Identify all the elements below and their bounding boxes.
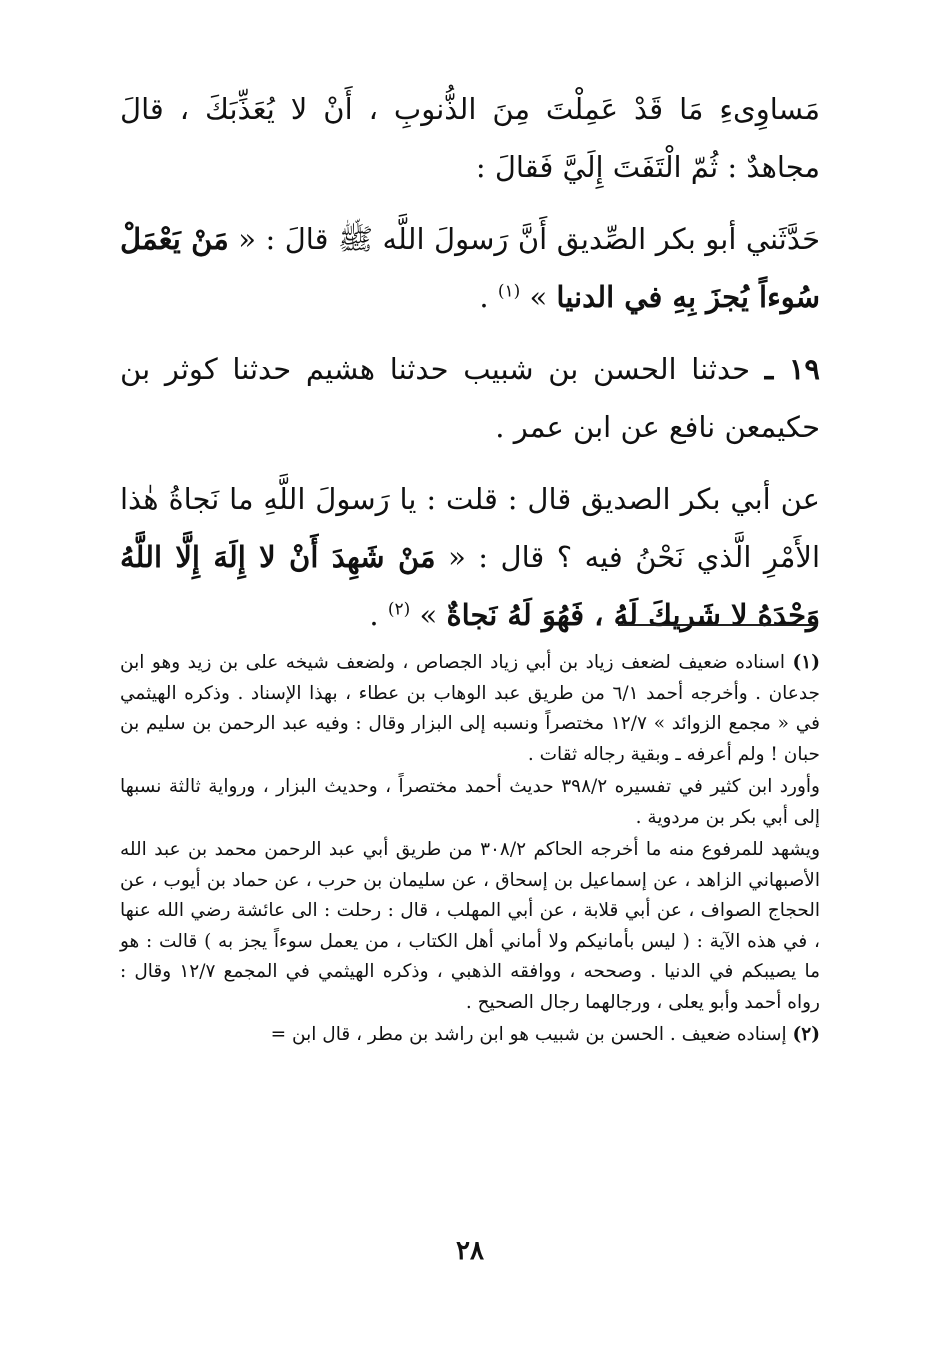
footnote-text: إسناده ضعيف . الحسن بن شبيب هو ابن راشد بن مطر ، قال ابن =	[270, 1024, 787, 1045]
main-text	[120, 80, 820, 658]
footnote-marker: (٢)	[792, 1024, 820, 1045]
footnote-text: اسناده ضعيف لضعف زياد بن أبي زياد الجصاص ، ولضعف شيخه على بن زيد وهو ابن جدعان . وأخرجه أحمد ٦/١ من طريق عبد الوهاب بن عطاء ، بهذا الإسناد . وذكره الهيثمي في « مجمع الزوائد » ١٢/٧ مختصراً ونسبه إلى البزار وقال : وفيه عبد الرحمن بن سليم بن حبان ! ولم أعرفه ـ وبقية رجاله ثقات .	[120, 652, 820, 765]
hadith-quote: مَنْ يَعْمَلْ سُوءاً يُجزَ بِهِ في الدنيا	[120, 222, 820, 314]
footnote-text: وأورد ابن كثير في تفسيره ٣٩٨/٢ حديث أحمد مختصراً ، وحديث البزار ، ورواية ثالثة نسبها إلى أبي بكر بن مردوية .	[120, 776, 820, 828]
footnote-separator	[618, 624, 818, 626]
hadith-number: ١٩ ـ	[764, 352, 821, 386]
paragraph-text: حَدَّثَني أبو بكر الصِّديق أَنَّ رَسولَ اللَّه ﷺ قالَ : «	[238, 222, 821, 256]
footnotes	[120, 648, 820, 1053]
paragraph-isnad-19	[120, 340, 820, 456]
footnote-1-para-2	[120, 772, 820, 833]
paragraph-text: عن أبي بكر الصديق قال : قلت : يا رَسولَ اللَّهِ ما نَجاةُ هٰذا الأَمْرِ الَّذي نَحْنُ فيه ؟ قال : «	[120, 482, 821, 574]
paragraph-hadith-1	[120, 210, 820, 326]
period: .	[479, 280, 489, 314]
footnote-ref-2: (٢)	[387, 599, 411, 620]
paragraph-text: مَساوِىءِ مَا قَدْ عَمِلْتَ مِنَ الذُّنوبِ ، أَنْ لا يُعَذِّبَكَ ، قالَ مجاهدٌ : ثُمّ الْتَفَتَ إِلَيَّ فَقالَ :	[120, 92, 820, 184]
hadith-quote: مَنْ شَهِدَ أَنْ لا إِلَهَ إِلَّا اللَّهُ وَحْدَهُ لا شَريكَ لَهُ ، فَهُوَ لَهُ نَجاةٌ	[120, 540, 820, 632]
page-number: ٢٨	[456, 1236, 484, 1266]
quote-close: »	[419, 598, 438, 632]
footnote-text: ويشهد للمرفوع منه ما أخرجه الحاكم ٣٠٨/٢ من طريق أبي عبد الرحمن محمد بن عبد الله الأصبهاني الزاهد ، عن إسماعيل بن إسحاق ، عن سليمان بن حرب ، عن حماد بن أيوب ، عن الحجاج الصواف ، عن أبي قلابة ، عن أبي المهلب ، قال : رحلت : الى عائشة رضي الله عنها ، في هذه الآية : ( ليس بأمانيكم ولا أماني أهل الكتاب ، من يعمل سوءاً يجز به ) قالت : هو ما يصيبكم في الدنيا . وصححه ، ووافقه الذهبي ، وذكره الهيثمي في المجمع ١٢/٧ وقال : رواه أحمد وأبو يعلى ، ورجالهما رجال الصحيح .	[120, 839, 820, 1013]
paragraph-text: حدثنا الحسن بن شبيب حدثنا هشيم حدثنا كوثر بن حكيمعن نافع عن ابن عمر .	[120, 352, 820, 444]
footnote-1	[120, 648, 820, 770]
footnote-2	[120, 1020, 820, 1051]
paragraph-continuation	[120, 80, 820, 196]
period: .	[369, 598, 379, 632]
footnote-ref-1: (١)	[497, 281, 521, 302]
paragraph-hadith-2	[120, 470, 820, 644]
footnote-1-para-3	[120, 835, 820, 1018]
quote-close: »	[529, 280, 548, 314]
footnote-marker: (١)	[792, 652, 820, 673]
